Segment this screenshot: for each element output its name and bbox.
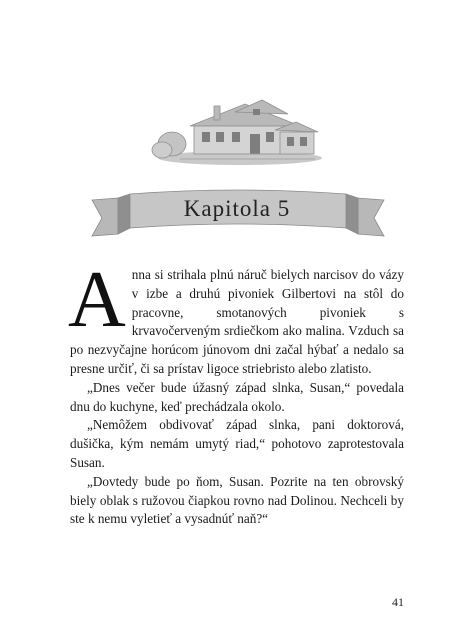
chapter-text: [68, 256, 404, 529]
house-illustration-icon: [150, 96, 325, 166]
drop-cap: A: [68, 256, 126, 344]
chapter-title: Kapitola 5: [183, 196, 291, 221]
first-paragraph: [68, 256, 404, 379]
first-paragraph-text: nna si strihala plnú náruč bielych narcisov do vázy v izbe a druhú pivoniek Gilbertovi na stôl do pracovne, smotanových pivoniek s krvavočerveným srdiečkom ako malina. Vzduch sa po nezvyčajne horúcom júnovom dni začal hýbať a nedalo sa presne určiť, či sa prístav ligoce striebristo alebo zlatisto.: [70, 267, 404, 376]
paragraph: „Dnes večer bude úžasný západ slnka, Susan,“ povedala dnu do kuchyne, keď prechádzala okolo.: [70, 379, 404, 414]
paragraph: „Dovtedy bude po ňom, Susan. Pozrite na ten obrovský biely oblak s ružovou čiapkou rovno nad Dolinou. Nechceli by ste k nemu vyletieť a vysadnúť naň?“: [70, 473, 404, 527]
paragraph: „Nemôžem obdivovať západ slnka, pani doktorová, dušička, kým nemám umytý riad,“ pohotovo zaprotestovala Susan.: [70, 417, 404, 470]
page-number: 41: [392, 595, 404, 609]
